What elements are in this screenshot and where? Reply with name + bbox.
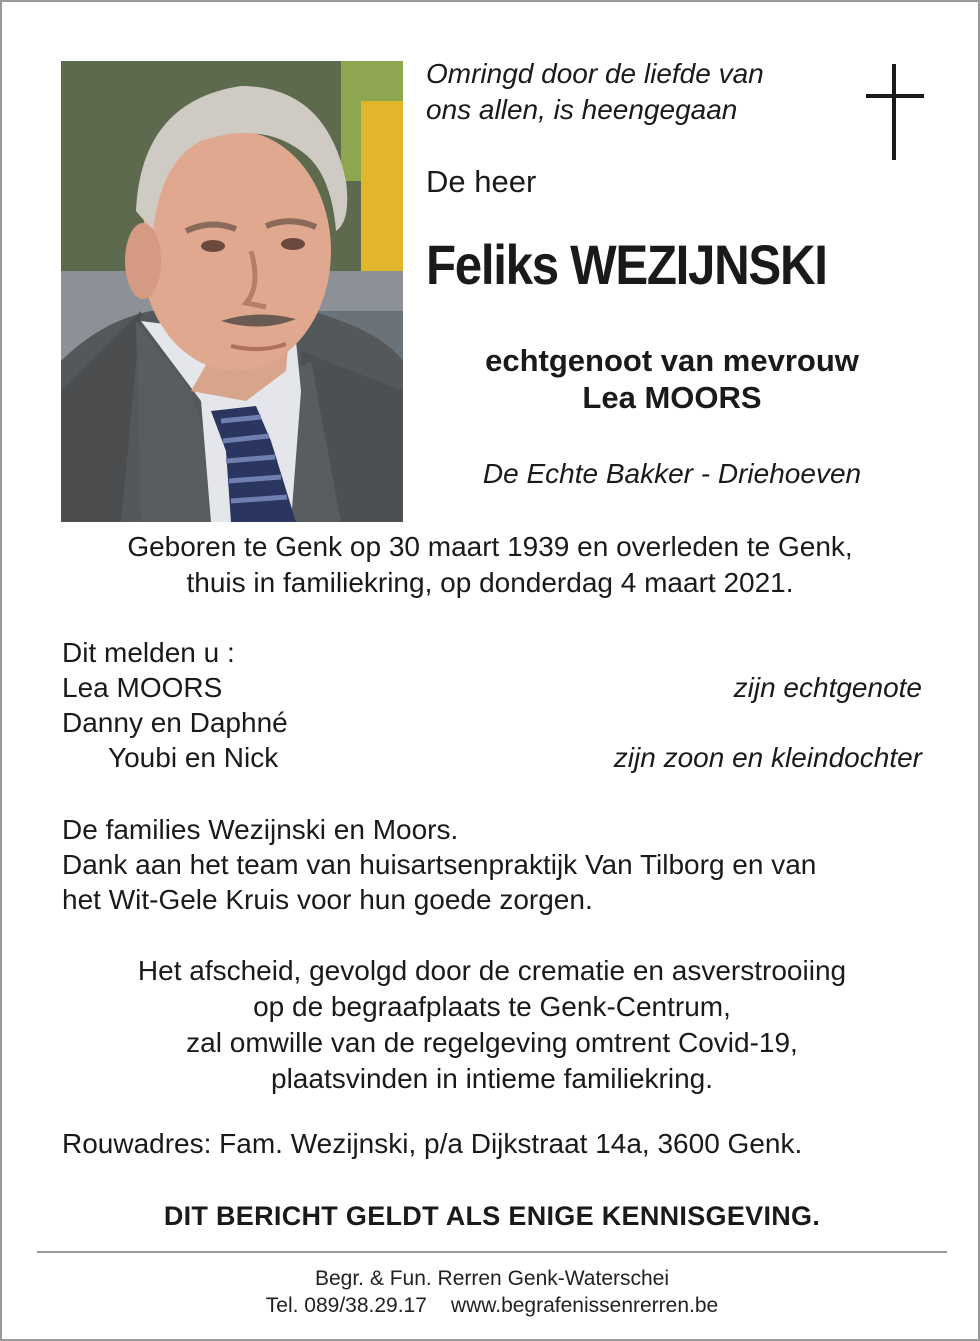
mourner-row bbox=[62, 705, 922, 740]
mourner-name: Youbi en Nick bbox=[108, 742, 279, 773]
farewell-line-2: op de begraafplaats te Genk-Centrum, bbox=[253, 991, 731, 1022]
funeral-home-name: Begr. & Fun. Rerren Genk-Waterschei bbox=[314, 1267, 670, 1290]
footer-contact bbox=[2, 1292, 980, 1319]
title-prefix: De heer bbox=[426, 164, 537, 199]
mourner-relation: zijn echtgenote bbox=[733, 672, 922, 703]
families-line-3: het Wit-Gele Kruis voor hun goede zorgen. bbox=[62, 884, 593, 915]
born-line-1: Geboren te Genk op 30 maart 1939 en overleden te Genk, bbox=[127, 531, 853, 562]
farewell-line-1: Het afscheid, gevolgd door de crematie en asverstrooiing bbox=[137, 955, 847, 986]
cross-icon bbox=[866, 64, 924, 160]
footer-divider bbox=[37, 1251, 947, 1253]
farewell-text bbox=[2, 953, 980, 1097]
deceased-name: Feliks WEZIJNSKI bbox=[426, 233, 827, 296]
mourners-list bbox=[62, 635, 922, 775]
families-line-1: De families Wezijnski en Moors. bbox=[62, 814, 459, 845]
mourner-relation: zijn zoon en kleindochter bbox=[613, 742, 922, 773]
business-tagline: De Echte Bakker - Driehoeven bbox=[482, 458, 862, 489]
footer-phone: Tel. 089/38.29.17 bbox=[265, 1294, 427, 1317]
mourner-name: Lea MOORS bbox=[62, 672, 223, 703]
spouse-line-1: echtgenoot van mevrouw bbox=[485, 343, 859, 378]
families-thanks bbox=[62, 812, 932, 917]
spouse-name: Lea MOORS bbox=[582, 380, 762, 415]
intro-text bbox=[426, 56, 826, 128]
portrait-image bbox=[61, 61, 403, 522]
notice-statement: DIT BERICHT GELDT ALS ENIGE KENNISGEVING. bbox=[163, 1201, 821, 1231]
birth-death-text bbox=[2, 529, 978, 601]
families-line-2: Dank aan het team van huisartsenpraktijk Van Tilborg en van bbox=[62, 849, 817, 880]
mourner-name: Danny en Daphné bbox=[62, 707, 288, 738]
footer bbox=[2, 1265, 980, 1319]
born-line-2: thuis in familiekring, op donderdag 4 maart 2021. bbox=[186, 567, 794, 598]
mourner-row bbox=[62, 740, 922, 775]
mourner-row bbox=[62, 670, 922, 705]
intro-line-2: ons allen, is heengegaan bbox=[426, 94, 738, 125]
mourners-heading: Dit melden u : bbox=[62, 637, 235, 668]
portrait-photo bbox=[61, 61, 403, 522]
mourning-address: Rouwadres: Fam. Wezijnski, p/a Dijkstraat 14a, 3600 Genk. bbox=[62, 1128, 803, 1159]
farewell-line-3: zal omwille van de regelgeving omtrent Covid-19, bbox=[186, 1027, 798, 1058]
intro-line-1: Omringd door de liefde van bbox=[426, 58, 764, 89]
footer-website-link[interactable]: www.begrafenissenrerren.be bbox=[450, 1294, 719, 1317]
farewell-line-4: plaatsvinden in intieme familiekring. bbox=[271, 1063, 713, 1094]
spouse-block bbox=[422, 342, 922, 416]
